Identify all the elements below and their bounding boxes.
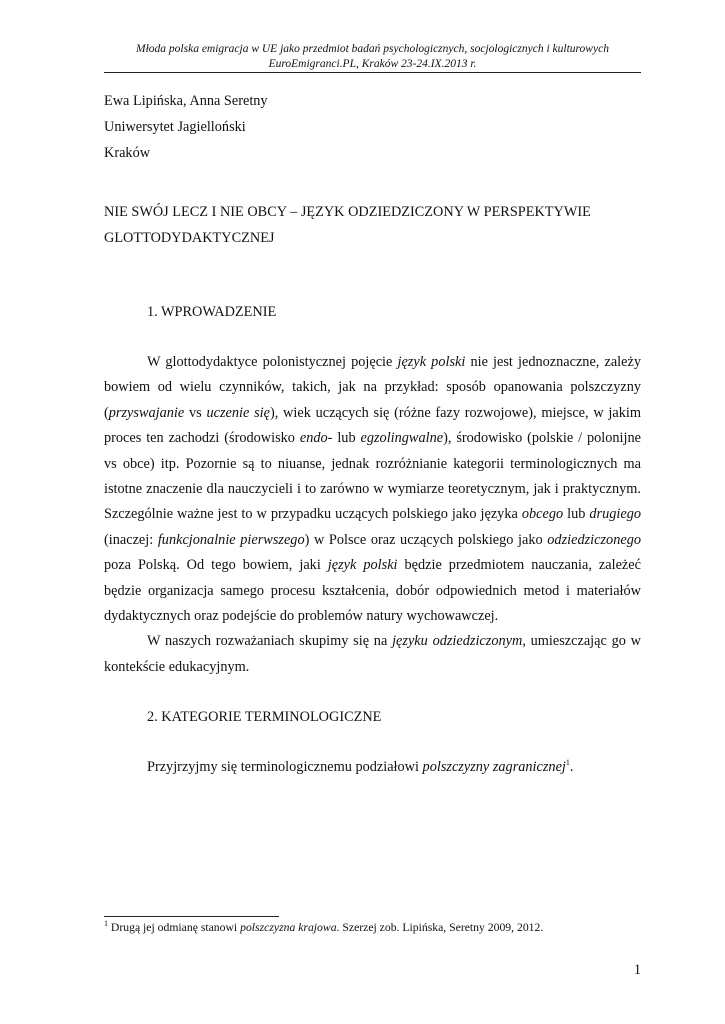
author-affiliation: Uniwersytet Jagielloński (104, 119, 246, 135)
header-line-1: Młoda polska emigracja w UE jako przedmiot badań psychologicznych, socjologicznych i kulturowych (136, 43, 609, 55)
title-line-1: NIE SWÓJ LECZ I NIE OBCY – JĘZYK ODZIEDZICZONY W PERSPEKTYWIE (104, 204, 591, 220)
footnote-rule (104, 916, 279, 917)
intro-paragraph (104, 350, 641, 629)
page-number: 1 (633, 962, 641, 978)
author-city: Kraków (104, 145, 151, 161)
text-run: ), środowisko (polskie / polonijne vs obce) itp. Pozornie są to niuanse, jednak rozróżnianie kategorii terminologicznych ma istotne znaczenie dla nauczycieli i to zarówno w wymiarze teoretycznym, jak i praktycznym. Szczególnie ważne jest to w przypadku uczących polskiego jako języka (104, 430, 641, 523)
text-run: będzie przedmiotem nauczania, zależeć będzie organizacja samego procesu kształcenia, dobór odpowiednich metod i materiałów dydaktycznych oraz podejście do problemów natury wychowawczej. (104, 557, 641, 625)
italic-term: polszczyzna krajowa (240, 921, 337, 934)
footnote-marker: 1 (104, 919, 108, 929)
text-run: . Szerzej zob. Lipińska, Seretny 2009, 2012. (336, 921, 544, 934)
text-run: (inaczej: (104, 531, 158, 548)
text-run: ) w Polsce oraz uczących polskiego jako (304, 531, 548, 548)
italic-term: przyswajanie (108, 404, 185, 421)
text-run: ), wiek uczących się (różne fazy rozwojowe), miejsce, w jakim proces ten zachodzi (środowisko (104, 404, 641, 447)
italic-term: endo- (299, 430, 333, 447)
text-run: . (569, 759, 574, 776)
page-body (104, 84, 641, 781)
italic-term: egzolingwalne (360, 430, 444, 447)
italic-term: odziedziczonego (547, 531, 641, 548)
terminology-paragraph (104, 755, 641, 780)
text-run: , umieszczając go w kontekście edukacyjnym. (104, 633, 641, 675)
text-run: nie jest jednoznaczne, zależy bowiem od wielu czynników, takich, jak na przykład: sposób opanowania polszczyzny ( (104, 354, 641, 421)
author-block (104, 88, 641, 166)
text-run: vs (184, 404, 207, 421)
text-run: lub (563, 506, 590, 523)
section-heading-1: 1. WPROWADZENIE (147, 304, 277, 320)
section-heading-2: 2. KATEGORIE TERMINOLOGICZNE (147, 709, 382, 726)
header-line-2: EuroEmigranci.PL, Kraków 23-24.IX.2013 r. (268, 58, 477, 70)
text-run: Drugą jej odmianę stanowi (108, 921, 241, 934)
italic-term: drugiego (589, 506, 642, 523)
italic-term: język polski (397, 354, 466, 370)
text-run: W naszych rozważaniach skupimy się na (147, 633, 393, 650)
footnote (104, 920, 641, 935)
author-names: Ewa Lipińska, Anna Seretny (104, 93, 268, 109)
italic-term: polszczyzny zagranicznej (422, 759, 566, 776)
scope-paragraph (104, 629, 641, 680)
italic-term: uczenie się (206, 404, 270, 421)
text-run: W glottodydaktyce polonistycznej pojęcie (147, 354, 398, 370)
text-run: lub (332, 430, 361, 447)
header-rule (104, 72, 641, 73)
running-header (104, 42, 641, 72)
footnote-reference[interactable]: 1 (565, 758, 570, 768)
title-line-2: GLOTTODYDAKTYCZNEJ (104, 230, 275, 246)
text-run: poza Polską. Od tego bowiem, jaki (104, 557, 328, 574)
text-run: Przyjrzyjmy się terminologicznemu podziałowi (147, 759, 423, 776)
italic-term: funkcjonalnie pierwszego (157, 531, 305, 548)
italic-term: obcego (521, 506, 564, 523)
paper-title (104, 199, 641, 251)
italic-term: język polski (327, 557, 398, 574)
italic-term: języku odziedziczonym (392, 633, 523, 650)
